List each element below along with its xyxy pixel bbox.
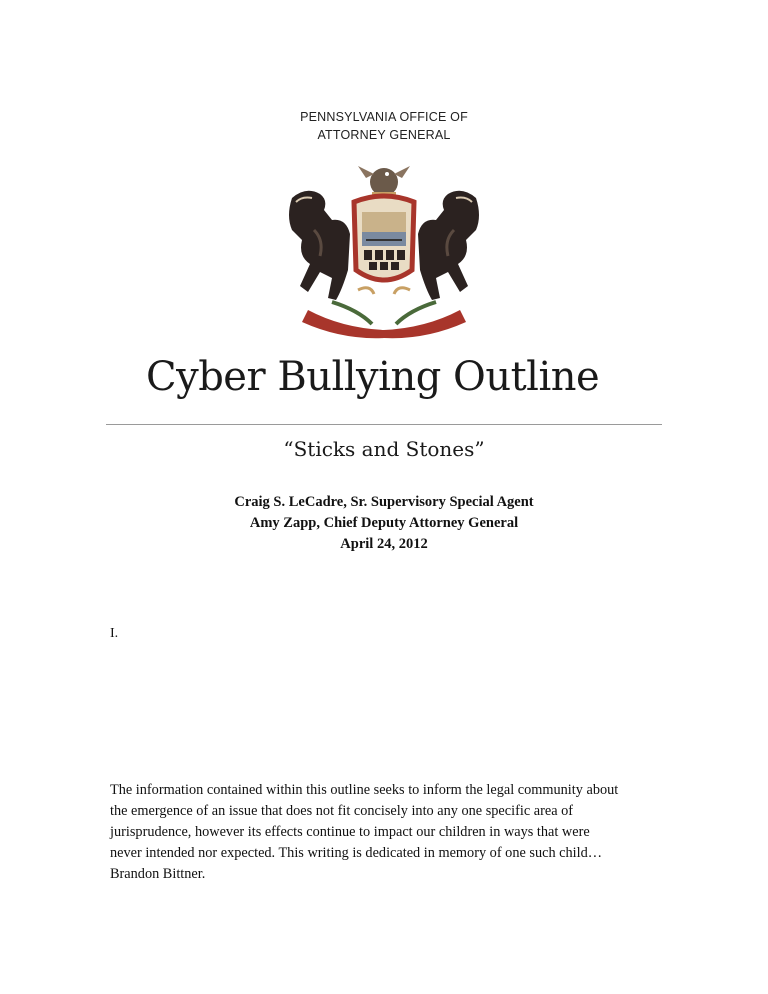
authors-block <box>184 492 584 555</box>
intro-line: the emergence of an issue that does not fit concisely into any one specific area of <box>110 803 574 819</box>
pennsylvania-coat-of-arms-icon <box>262 160 506 340</box>
section-number: I. <box>110 626 119 641</box>
author-1: Craig S. LeCadre, Sr. Supervisory Special Agent <box>234 494 534 510</box>
document-title: Cyber Bullying Outline <box>146 354 600 400</box>
author-2: Amy Zapp, Chief Deputy Attorney General <box>249 515 519 531</box>
left-horse <box>289 191 350 300</box>
office-name-line-1: PENNSYLVANIA OFFICE OF <box>300 110 468 124</box>
laurel-branches <box>332 288 436 324</box>
document-date: April 24, 2012 <box>340 536 428 552</box>
intro-line: Brandon Bittner. <box>110 866 206 882</box>
motto-ribbon <box>302 310 466 338</box>
document-subtitle: “Sticks and Stones” <box>283 437 485 461</box>
intro-paragraph <box>110 780 670 885</box>
title-divider <box>106 424 662 425</box>
eagle-crest <box>358 166 410 198</box>
shield <box>354 196 414 280</box>
intro-line: jurisprudence, however its effects continue to impact our children in ways that were <box>110 824 590 840</box>
intro-line: never intended nor expected. This writing is dedicated in memory of one such child… <box>110 845 603 861</box>
intro-line: The information contained within this outline seeks to inform the legal community about <box>110 782 619 798</box>
issuing-office <box>234 108 534 144</box>
office-name-line-2: ATTORNEY GENERAL <box>317 128 451 142</box>
right-horse <box>418 191 479 300</box>
